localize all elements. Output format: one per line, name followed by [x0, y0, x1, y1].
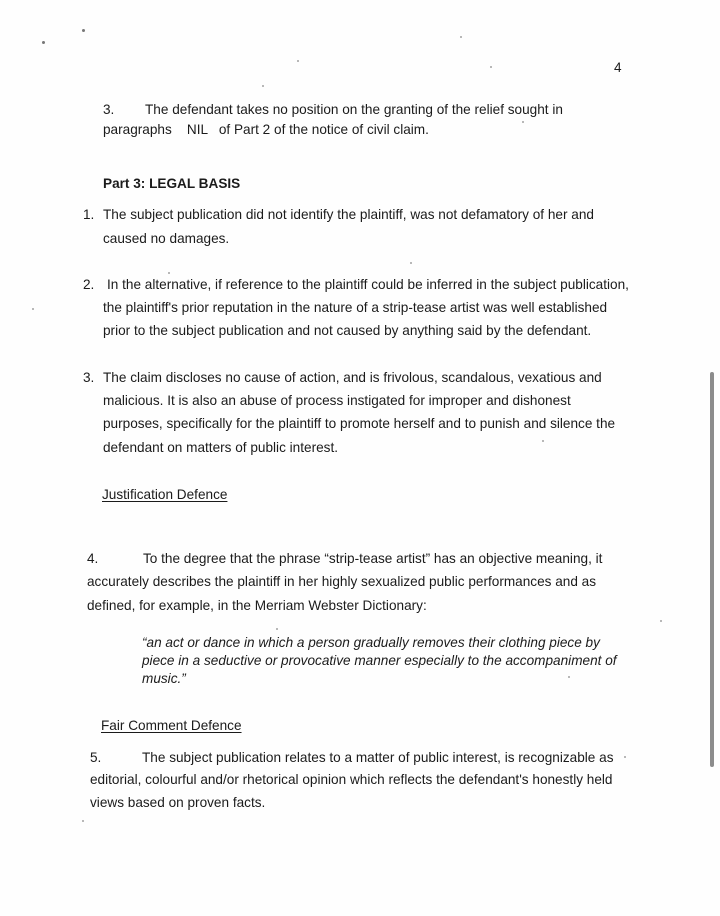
- fair-comment-paragraph-line: The subject publication relates to a matter of public interest, is recognizable as: [142, 750, 614, 765]
- relief-paragraph-line: paragraphs NIL of Part 2 of the notice of civil claim.: [103, 122, 429, 137]
- justification-paragraph-line: defined, for example, in the Merriam Webster Dictionary:: [87, 598, 427, 613]
- scan-speck: [82, 820, 84, 822]
- legal-basis-item-number: 1.: [83, 207, 95, 222]
- scan-speck: [42, 41, 45, 44]
- dictionary-quote-line: music.”: [142, 671, 186, 686]
- legal-basis-item-number: 2.: [83, 277, 95, 292]
- relief-paragraph-number: 3.: [103, 102, 115, 117]
- scan-speck: [32, 308, 34, 310]
- scan-speck: [542, 440, 544, 442]
- legal-basis-item-line: defendant on matters of public interest.: [103, 440, 339, 455]
- fair-comment-paragraph-line: views based on proven facts.: [90, 795, 266, 810]
- scan-speck: [624, 756, 626, 758]
- relief-paragraph-line: The defendant takes no position on the granting of the relief sought in: [145, 102, 563, 117]
- legal-basis-item-number: 3.: [83, 370, 95, 385]
- justification-paragraph-line: To the degree that the phrase “strip-tease artist” has an objective meaning, it: [143, 551, 603, 566]
- scan-speck: [660, 620, 662, 622]
- fair-comment-heading: Fair Comment Defence: [101, 718, 242, 733]
- legal-basis-item-line: purposes, specifically for the plaintiff to promote herself and to punish and silence the: [103, 416, 616, 431]
- scan-speck: [410, 262, 412, 264]
- page-number: 4: [614, 60, 622, 75]
- dictionary-quote-line: piece in a seductive or provocative manner especially to the accompaniment of: [142, 653, 617, 668]
- scan-speck: [262, 85, 264, 87]
- scan-speck: [490, 66, 492, 68]
- scan-speck: [568, 676, 570, 678]
- vertical-scrollbar[interactable]: [710, 372, 714, 767]
- legal-basis-item-line: The subject publication did not identify the plaintiff, was not defamatory of her and: [103, 207, 594, 222]
- fair-comment-paragraph-number: 5.: [90, 750, 102, 765]
- scan-speck: [460, 36, 462, 38]
- legal-basis-item-line: prior to the subject publication and not caused by anything said by the defendant.: [103, 323, 592, 338]
- justification-heading: Justification Defence: [102, 487, 228, 502]
- justification-paragraph-line: accurately describes the plaintiff in her highly sexualized public performances and as: [87, 574, 597, 589]
- legal-basis-item-line: the plaintiff's prior reputation in the nature of a strip-tease artist was well established: [103, 300, 608, 315]
- legal-basis-item-line: caused no damages.: [103, 231, 230, 246]
- legal-basis-item-line: malicious. It is also an abuse of process instigated for improper and dishonest: [103, 393, 571, 408]
- scan-speck: [276, 628, 278, 630]
- justification-paragraph-number: 4.: [87, 551, 99, 566]
- legal-basis-item-line: The claim discloses no cause of action, and is frivolous, scandalous, vexatious and: [103, 370, 602, 385]
- fair-comment-paragraph-line: editorial, colourful and/or rhetorical opinion which reflects the defendant's honestly held: [90, 772, 613, 787]
- scan-speck: [297, 60, 299, 62]
- part3-heading: Part 3: LEGAL BASIS: [103, 176, 241, 191]
- legal-basis-item-line: In the alternative, if reference to the plaintiff could be inferred in the subject publication,: [107, 277, 629, 292]
- dictionary-quote-line: “an act or dance in which a person gradually removes their clothing piece by: [142, 635, 600, 650]
- scan-speck: [82, 29, 85, 32]
